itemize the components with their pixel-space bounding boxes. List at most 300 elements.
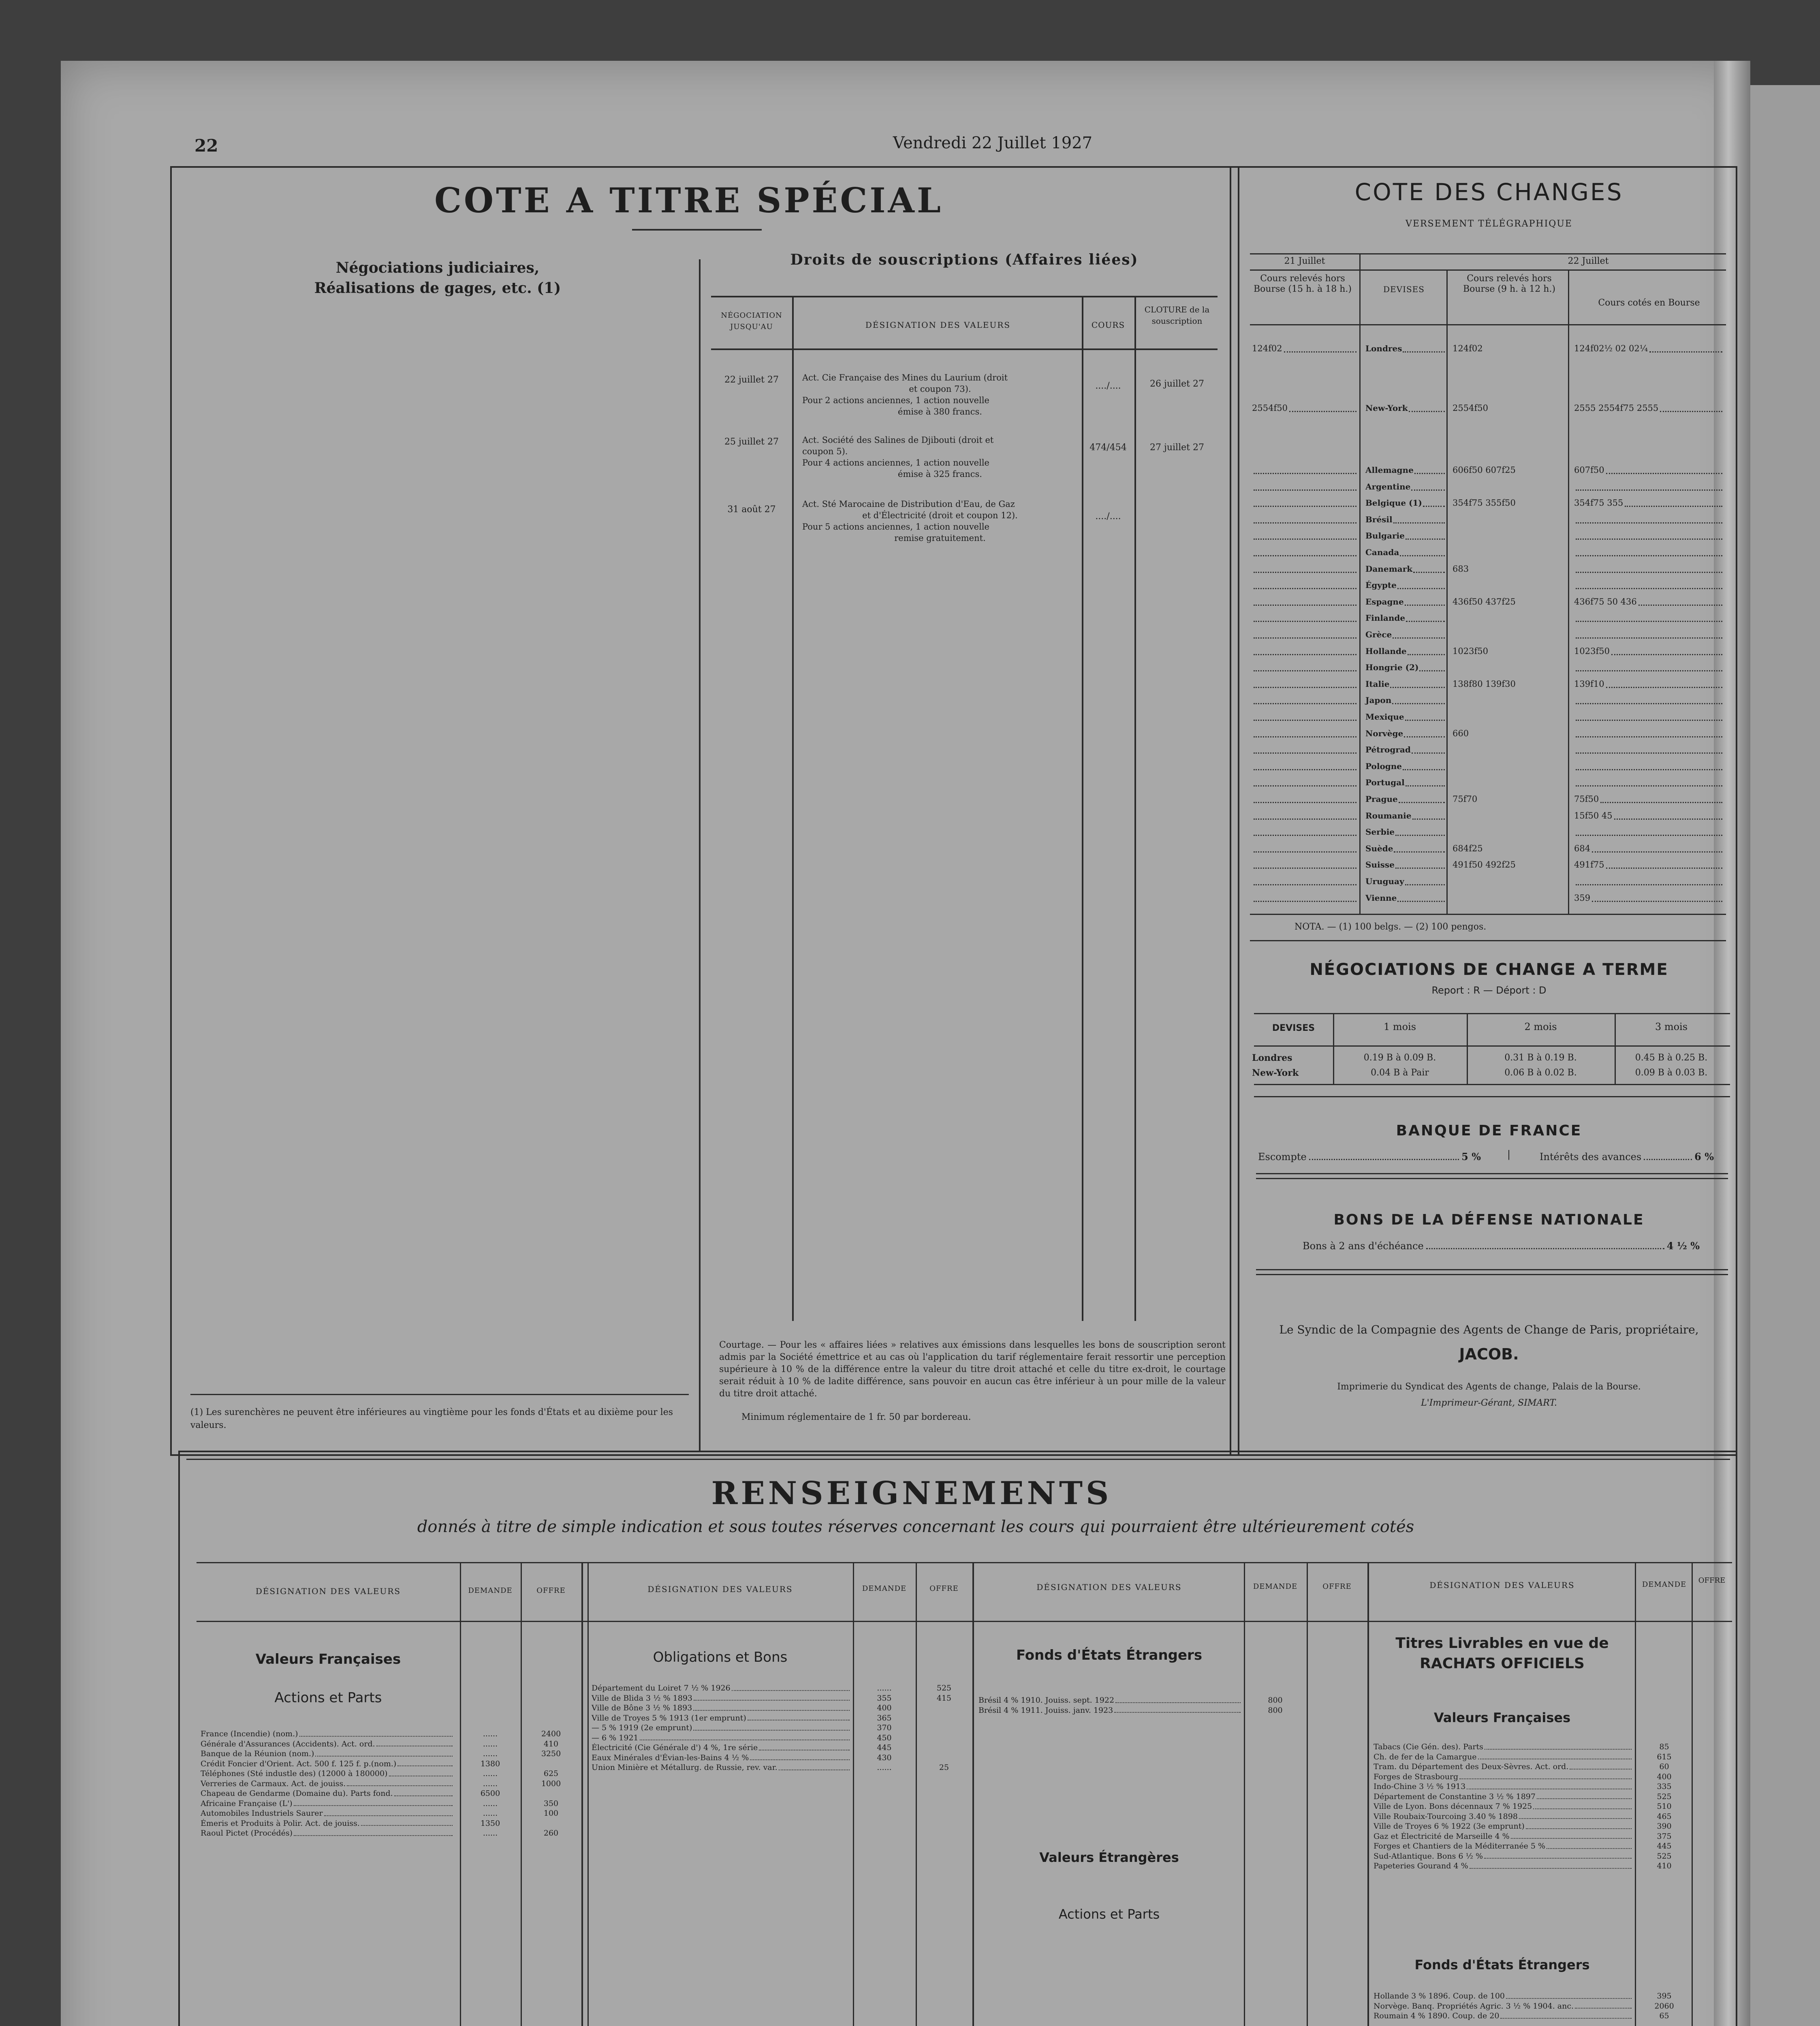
row-name: Roumain 4 % 1890. Coup. de 20 [1374, 2011, 1633, 2022]
rens-col-line-strong [1367, 1562, 1369, 2026]
row-demande: 430 [877, 1753, 892, 1762]
changes-row-devise: Vienne [1365, 893, 1446, 905]
col4-heading-1: Titres Livrables en vue de [1395, 1635, 1609, 1652]
row-name: Eaux Minérales d'Évian-les-Bains 4 ½ % [592, 1753, 851, 1763]
changes-row-devise: Japon [1365, 695, 1446, 707]
title-underline [632, 229, 762, 231]
rens-col-designation: DÉSIGNATION DES VALEURS [647, 1584, 793, 1594]
changes-row-devise: Grèce [1365, 630, 1446, 642]
row-name: Papeteries Gourand 4 % [1374, 1861, 1633, 1872]
cote-changes-subtitle: VERSEMENT TÉLÉGRAPHIQUE [1406, 219, 1572, 229]
row-demande: ...... [483, 1769, 498, 1778]
row-demande: 355 [877, 1693, 892, 1703]
changes-row-devise: Pétrograd [1365, 745, 1446, 757]
row-demande: ...... [483, 1749, 498, 1758]
renseignements-subtitle: donnés à titre de simple indication et sous toutes réserves concernant les cours qui pourraient être ultérieurement cotés [417, 1517, 1414, 1536]
droits-row-cours: ..../.... [1095, 511, 1121, 521]
changes-row-prev [1252, 613, 1358, 625]
droits-header-top [711, 296, 1218, 297]
changes-row-bourse [1574, 613, 1724, 625]
changes-row-bourse: 75f50 [1574, 794, 1724, 806]
col1-heading: Valeurs Françaises [255, 1651, 401, 1667]
changes-row-bourse [1574, 547, 1724, 560]
changes-row-prev [1252, 679, 1358, 691]
changes-bottom-rule [1250, 914, 1726, 915]
row-name: Ville de Lyon. Bons décennaux 7 % 1925 [1374, 1802, 1633, 1812]
terme-bottom-rule [1254, 1084, 1730, 1085]
row-demande: ...... [877, 1684, 892, 1693]
rens-col-line [853, 1562, 854, 2026]
row-name: Chapeau de Gendarme (Domaine du). Parts fond. [201, 1789, 454, 1799]
changes-row-bourse: 354f75 355 [1574, 498, 1724, 510]
adjacent-page [1750, 85, 1820, 2026]
terme-row-3m: 0.45 B à 0.25 B. [1635, 1053, 1708, 1063]
rens-col-designation: DÉSIGNATION DES VALEURS [1036, 1582, 1182, 1592]
changes-row-devise: Bulgarie [1365, 531, 1446, 543]
changes-row-prev [1252, 547, 1358, 560]
row-name: Brésil 4 % 1911. Jouiss. janv. 1923 [978, 1706, 1242, 1716]
row-offre: 525 [936, 1684, 952, 1693]
changes-row-bourse: 684 [1574, 844, 1724, 856]
banque-rule [1256, 1173, 1728, 1174]
changes-row-bourse [1574, 564, 1724, 576]
rens-col-line-strong [972, 1562, 974, 2026]
changes-row-devise: Suède [1365, 844, 1446, 856]
row-demande: 800 [1268, 1696, 1283, 1705]
row-demande: 410 [1657, 1861, 1672, 1870]
row-name: Africaine Française (L') [201, 1799, 454, 1809]
row-offre: 415 [936, 1693, 952, 1703]
terme-row-3m: 0.09 B à 0.03 B. [1635, 1068, 1708, 1078]
changes-col-left: Cours relevés hors Bourse (15 h. à 18 h.) [1254, 274, 1352, 294]
changes-row-prev [1252, 465, 1358, 477]
col3-heading: Fonds d'États Étrangers [1016, 1647, 1203, 1663]
row-demande: 800 [1268, 1705, 1283, 1715]
changes-row-prev [1252, 778, 1358, 790]
terme-header-rule [1254, 1045, 1730, 1047]
row-name: Raoul Pictet (Procédés) [201, 1829, 454, 1839]
changes-row-prev [1252, 498, 1358, 510]
row-demande: 65 [1659, 2011, 1669, 2020]
minimum-note: Minimum réglementaire de 1 fr. 50 par bordereau. [741, 1412, 971, 1422]
escompte-value: 5 % [1461, 1151, 1481, 1163]
row-name: Brésil 4 % 1910. Jouiss. sept. 1922 [978, 1696, 1242, 1706]
changes-row-devise: Argentine [1365, 482, 1446, 494]
negociations-title-1: Négociations judiciaires, [335, 259, 540, 276]
cote-changes-title: COTE DES CHANGES [1354, 178, 1623, 206]
row-name: Gaz et Électricité de Marseille 4 % [1374, 1832, 1633, 1842]
changes-row-bourse: 1023f50 [1574, 646, 1724, 658]
droits-col-designation: DÉSIGNATION DES VALEURS [865, 320, 1011, 330]
row-name: Ch. de fer de la Camargue [1374, 1752, 1633, 1763]
rens-col-offre: OFFRE [1322, 1582, 1352, 1591]
changes-row-devise: Italie [1365, 679, 1446, 691]
row-name: Forges et Chantiers de la Méditerranée 5 % [1374, 1842, 1633, 1852]
changes-row-bourse [1574, 778, 1724, 790]
droits-col-divider-2 [1082, 296, 1083, 1321]
banque-rule-2 [1256, 1178, 1728, 1179]
changes-row-devise: Prague [1365, 794, 1446, 806]
row-name: Émeris et Produits à Polir. Act. de jouiss. [201, 1819, 454, 1829]
changes-row-hors: 683 [1453, 564, 1469, 574]
changes-row-devise: Serbie [1365, 827, 1446, 839]
row-name: Crédit Foncier d'Orient. Act. 500 f. 125 f. p.(nom.) [201, 1759, 454, 1770]
row-demande: 445 [1657, 1842, 1672, 1851]
rens-col-demande: DEMANDE [468, 1586, 513, 1595]
rens-col-line-strong [581, 1562, 583, 2026]
changes-row-bourse [1574, 630, 1724, 642]
row-demande: 615 [1657, 1752, 1672, 1761]
row-name: Sud-Atlantique. Bons 6 ½ % [1374, 1852, 1633, 1862]
row-name: Ville de Troyes 6 % 1922 (3e emprunt) [1374, 1822, 1633, 1832]
terme-row-2m: 0.06 B à 0.02 B. [1504, 1068, 1577, 1078]
changes-row-hors: 1023f50 [1453, 646, 1488, 656]
changes-row-hors: 491f50 492f25 [1453, 860, 1516, 870]
page-date: Vendredi 22 Juillet 1927 [893, 134, 1093, 152]
changes-row-prev [1252, 811, 1358, 823]
row-name: Verreries de Carmaux. Act. de jouiss. [201, 1779, 454, 1789]
changes-col-mid: Cours relevés hors Bourse (9 h. à 12 h.) [1463, 274, 1555, 294]
rens-col-line [1635, 1562, 1636, 2026]
row-demande: 60 [1659, 1762, 1669, 1771]
row-demande: ...... [483, 1739, 498, 1748]
row-demande: 365 [877, 1713, 892, 1723]
col4-subheading: Valeurs Françaises [1433, 1710, 1571, 1725]
changes-row-prev [1252, 515, 1358, 527]
changes-row-bourse [1574, 515, 1724, 527]
imprimerie-line: Imprimerie du Syndicat des Agents de change, Palais de la Bourse. [1337, 1382, 1641, 1392]
row-name: Ville Roubaix-Tourcoing 3.40 % 1898 [1374, 1812, 1633, 1822]
row-demande: 525 [1657, 1851, 1672, 1861]
changes-row-bourse [1574, 827, 1724, 839]
row-offre: 625 [543, 1769, 559, 1778]
gerant-line: L'Imprimeur-Gérant, SIMART. [1421, 1398, 1557, 1408]
changes-col-divider-1 [1359, 253, 1361, 914]
changes-row-bourse [1574, 712, 1724, 724]
changes-row-bourse: 359 [1574, 893, 1724, 905]
row-demande: 85 [1659, 1742, 1669, 1751]
rens-header-bottom [197, 1621, 1732, 1622]
changes-row-devise: Portugal [1365, 778, 1446, 790]
changes-row-prev [1252, 646, 1358, 658]
droits-row-designation: Act. Société des Salines de Djibouti (droit et coupon 5). Pour 4 actions anciennes, 1 action nouvelle émise à 325 francs. [802, 435, 994, 479]
row-name: Département du Loiret 7 ½ % 1926 [592, 1684, 851, 1694]
row-offre: 2400 [541, 1729, 561, 1738]
changes-row-prev [1252, 580, 1358, 592]
changes-row-bourse [1574, 663, 1724, 675]
row-demande: 400 [1657, 1772, 1672, 1781]
changes-row-devise: Hollande [1365, 646, 1446, 658]
droits-col-negociation: NÉGOCIATION JUSQU'AU [721, 311, 782, 331]
changes-row-devise: Pologne [1365, 761, 1446, 774]
rens-col-demande: DEMANDE [1642, 1580, 1687, 1589]
changes-row-bourse [1574, 761, 1724, 774]
droits-row-cours: ..../.... [1095, 381, 1121, 391]
col2-heading: Obligations et Bons [653, 1649, 788, 1665]
changes-row-bourse: 607f50 [1574, 465, 1724, 477]
row-name: Téléphones (Sté industle des) (12000 à 180000) [201, 1769, 454, 1779]
changes-row-hors: 2554f50 [1453, 403, 1488, 413]
changes-row-prev: 2554f50 [1252, 403, 1358, 415]
changes-row-bourse: 124f02½ 02 02¼ [1574, 344, 1724, 356]
terme-row-1m: 0.04 B à Pair [1371, 1068, 1429, 1078]
rens-col-line [916, 1562, 917, 2026]
rens-col-demande: DEMANDE [1253, 1582, 1298, 1591]
terme-row-1m: 0.19 B à 0.09 B. [1363, 1053, 1436, 1063]
changes-date-left: 21 Juillet [1284, 256, 1325, 266]
row-demande: ...... [483, 1799, 498, 1808]
row-demande: 375 [1657, 1832, 1672, 1841]
nota-rule [1250, 940, 1726, 941]
change-terme-title: NÉGOCIATIONS DE CHANGE A TERME [1309, 960, 1668, 979]
row-demande: ...... [483, 1729, 498, 1738]
terme-row-devise: New-York [1252, 1068, 1299, 1078]
row-name: Générale d'Assurances (Accidents). Act. ord. [201, 1740, 454, 1750]
col3-heading2: Valeurs Étrangères [1039, 1850, 1179, 1865]
terme-col-1-mois: 1 mois [1383, 1021, 1416, 1032]
left-column-divider [699, 259, 701, 1451]
rens-col-offre: OFFRE [536, 1586, 566, 1595]
changes-row-prev [1252, 876, 1358, 889]
upper-divider [1230, 166, 1231, 1455]
row-name: Ville de Troyes 5 % 1913 (1er emprunt) [592, 1714, 851, 1724]
row-demande: 445 [877, 1743, 892, 1752]
row-demande: 370 [877, 1723, 892, 1732]
changes-header-rule [1250, 324, 1726, 325]
changes-row-hors: 75f70 [1453, 794, 1478, 804]
col4-heading3: Fonds d'États Étrangers [1414, 1957, 1590, 1973]
changes-row-bourse [1574, 531, 1724, 543]
rens-header-top [197, 1562, 1732, 1563]
footnote: (1) Les surenchères ne peuvent être inférieures au vingtième pour les fonds d'États et au dixième pour les valeurs. [190, 1407, 673, 1430]
changes-row-prev [1252, 482, 1358, 494]
cote-titre-special-title: COTE A TITRE SPÉCIAL [434, 180, 943, 220]
droits-col-cours: COURS [1091, 320, 1125, 330]
changes-row-devise: Hongrie (2) [1365, 663, 1446, 675]
row-name: Indo-Chine 3 ½ % 1913 [1374, 1782, 1633, 1792]
avances-label: Intérêts des avances [1540, 1151, 1642, 1163]
changes-row-hors: 354f75 355f50 [1453, 498, 1516, 508]
changes-row-bourse [1574, 580, 1724, 592]
bons-label: Bons à 2 ans d'échéance [1303, 1240, 1424, 1252]
changes-row-bourse: 15f50 45 [1574, 811, 1724, 823]
changes-row-devise: Roumanie [1365, 811, 1446, 823]
rens-col-line [460, 1562, 461, 2026]
terme-top-rule [1254, 1013, 1730, 1014]
changes-row-hors: 436f50 437f25 [1453, 596, 1516, 607]
changes-row-prev [1252, 827, 1358, 839]
changes-row-prev [1252, 564, 1358, 576]
changes-row-devise: Belgique (1) [1365, 498, 1446, 510]
row-name: — 6 % 1921 [592, 1733, 851, 1744]
changes-row-devise: Égypte [1365, 580, 1446, 592]
row-demande: ...... [877, 1763, 892, 1772]
terme-col-2-mois: 2 mois [1524, 1021, 1557, 1032]
rens-col-offre: OFFRE [929, 1584, 959, 1593]
syndic-line: Le Syndic de la Compagnie des Agents de Change de Paris, propriétaire, [1279, 1323, 1699, 1336]
changes-row-bourse [1574, 876, 1724, 889]
bons-rule [1256, 1269, 1728, 1270]
syndic-name: JACOB. [1459, 1345, 1519, 1363]
changes-row-prev [1252, 663, 1358, 675]
escompte-label: Escompte [1258, 1151, 1307, 1163]
row-demande: 1380 [480, 1759, 500, 1768]
rens-col-line [1244, 1562, 1245, 2026]
changes-row-devise: Danemark [1365, 564, 1446, 576]
changes-row-prev [1252, 712, 1358, 724]
changes-row-hors: 684f25 [1453, 843, 1483, 853]
changes-row-bourse [1574, 695, 1724, 707]
row-demande: 6500 [480, 1789, 500, 1798]
row-demande: 450 [877, 1733, 892, 1742]
row-demande: 400 [877, 1703, 892, 1712]
row-name: Norvège. Banq. Propriétés Agric. 3 ½ % 1904. anc. [1374, 2002, 1633, 2012]
changes-row-bourse: 2555 2554f75 2555 [1574, 403, 1724, 415]
changes-date-right: 22 Juillet [1568, 256, 1609, 266]
change-terme-subtitle: Report : R — Déport : D [1431, 985, 1547, 996]
row-offre: 100 [543, 1809, 559, 1818]
row-demande: 2060 [1654, 2001, 1674, 2011]
droits-row-designation: Act. Sté Marocaine de Distribution d'Eau, de Gaz et d'Électricité (droit et coupon 12). Pour 5 actions anciennes, 1 action nouvelle remise gratuitement. [802, 499, 1018, 543]
avances-value: 6 % [1694, 1151, 1714, 1163]
changes-row-prev [1252, 745, 1358, 757]
changes-col-divider-3 [1568, 269, 1569, 914]
renseignements-inner-rule [186, 1459, 1730, 1460]
droits-row-date: 22 juillet 27 [724, 375, 779, 385]
col4-heading-2: RACHATS OFFICIELS [1420, 1655, 1585, 1672]
row-offre: 3250 [541, 1749, 561, 1758]
changes-row-prev [1252, 729, 1358, 741]
terme-col-divider [1467, 1013, 1468, 1085]
changes-row-hors: 660 [1453, 728, 1469, 738]
changes-row-devise: Espagne [1365, 597, 1446, 609]
row-name: Banque de la Réunion (nom.) [201, 1749, 454, 1759]
changes-row-bourse [1574, 745, 1724, 757]
changes-row-devise: Allemagne [1365, 465, 1446, 477]
row-name: Électricité (Cie Générale d') 4 %, 1re série [592, 1743, 851, 1753]
col1-subheading: Actions et Parts [274, 1690, 382, 1706]
upper-frame [170, 166, 1737, 1456]
row-offre: 260 [543, 1829, 559, 1838]
droits-row-designation: Act. Cie Française des Mines du Laurium (droit et coupon 73). Pour 2 actions anciennes, 1 action nouvelle émise à 380 francs. [802, 373, 1008, 417]
changes-row-prev: 124f02 [1252, 344, 1358, 356]
bons-defense-title: BONS DE LA DÉFENSE NATIONALE [1333, 1212, 1645, 1228]
changes-nota: NOTA. — (1) 100 belgs. — (2) 100 pengos. [1295, 922, 1487, 932]
changes-row-prev [1252, 893, 1358, 905]
row-name: Ville de Blida 3 ½ % 1893 [592, 1694, 851, 1704]
courtage-note: Courtage. — Pour les « affaires liées » relatives aux émissions dans lesquelles les bons de souscription seront admis par la Société émettrice et au cas où l'application du tarif réglementaire ferait ressortir une perception supérieure à 10 % de la différence entre la valeur du titre droit attaché et celle du titre ex-droit, le courtage serait réduit à 10 % de ladite différence, sans pouvoir en aucun cas être inférieur à un pour mille de la valeur du titre droit attaché. [719, 1340, 1226, 1399]
droits-col-divider-1 [792, 296, 794, 1321]
changes-row-hors: 606f50 607f25 [1453, 465, 1516, 475]
row-name: Ville de Bône 3 ½ % 1893 [592, 1703, 851, 1714]
changes-row-prev [1252, 844, 1358, 856]
row-demande: 465 [1657, 1812, 1672, 1821]
upper-divider-2 [1238, 166, 1239, 1455]
row-name: Automobiles Industriels Saurer [201, 1809, 454, 1819]
row-name: Hollande 3 % 1896. Coup. de 100 [1374, 1992, 1633, 2002]
droits-header-bottom [711, 348, 1218, 350]
escompte-row [1258, 1149, 1481, 1165]
droits-col-cloture: CLOTURE de la souscription [1144, 305, 1210, 326]
changes-row-devise: Mexique [1365, 712, 1446, 724]
row-demande: 525 [1657, 1792, 1672, 1801]
banque-france-title: BANQUE DE FRANCE [1396, 1122, 1582, 1139]
rens-col-offre: OFFRE [1698, 1576, 1726, 1585]
row-demande: 390 [1657, 1822, 1672, 1831]
rens-col-designation: DÉSIGNATION DES VALEURS [255, 1586, 401, 1596]
banque-separator: | [1507, 1149, 1511, 1160]
terme-col-divider [1333, 1013, 1334, 1085]
renseignements-title: RENSEIGNEMENTS [711, 1475, 1112, 1512]
row-offre: 1000 [541, 1779, 561, 1788]
row-demande: 395 [1657, 1992, 1672, 2000]
changes-row-devise: Canada [1365, 547, 1446, 560]
changes-row-devise: Brésil [1365, 515, 1446, 527]
row-offre: 25 [939, 1763, 949, 1772]
bons-value: 4 ½ % [1666, 1240, 1700, 1252]
droits-row-cours: 474/454 [1089, 442, 1127, 453]
negociations-title-2: Réalisations de gages, etc. (1) [314, 280, 561, 297]
footnote-rule [190, 1394, 689, 1395]
changes-row-devise: Uruguay [1365, 876, 1446, 889]
row-demande: 510 [1657, 1802, 1672, 1811]
rens-col-demande: DEMANDE [862, 1584, 907, 1593]
row-name: — 5 % 1919 (2e emprunt) [592, 1723, 851, 1733]
changes-row-bourse [1574, 729, 1724, 741]
bons-row [1303, 1238, 1700, 1254]
changes-row-bourse: 491f75 [1574, 860, 1724, 872]
changes-row-prev [1252, 597, 1358, 609]
changes-row-prev [1252, 531, 1358, 543]
droits-col-divider-3 [1134, 296, 1136, 1321]
terme-row-devise: Londres [1252, 1053, 1292, 1063]
changes-row-prev [1252, 761, 1358, 774]
rens-col-line [521, 1562, 522, 2026]
bons-rule-2 [1256, 1274, 1728, 1275]
droits-title: Droits de souscriptions (Affaires liées) [790, 251, 1139, 268]
changes-row-devise: Norvège [1365, 729, 1446, 741]
rens-col-designation: DÉSIGNATION DES VALEURS [1429, 1580, 1575, 1590]
changes-col-devises: DEVISES [1383, 284, 1425, 294]
avances-row [1540, 1149, 1714, 1165]
droits-row-date: 25 juillet 27 [724, 437, 779, 447]
changes-row-bourse: 436f75 50 436 [1574, 597, 1724, 609]
changes-col-divider-2 [1446, 269, 1448, 914]
changes-row-bourse [1574, 482, 1724, 494]
row-name: Union Minière et Métallurg. de Russie, rev. var. [592, 1763, 851, 1773]
terme-col-3-mois: 3 mois [1655, 1021, 1688, 1032]
changes-row-devise: Suisse [1365, 860, 1446, 872]
row-demande: ...... [483, 1779, 498, 1788]
terme-col-devises: DEVISES [1272, 1023, 1315, 1033]
row-name: France (Incendie) (nom.) [201, 1729, 454, 1740]
droits-row-cloture: 26 juillet 27 [1150, 379, 1204, 389]
rens-col-line [587, 1562, 589, 2026]
page-number: 22 [194, 136, 218, 156]
changes-col-right: Cours cotés en Bourse [1598, 298, 1700, 308]
row-name: Département de Constantine 3 ½ % 1897 [1374, 1792, 1633, 1802]
row-name: Tram. du Département des Deux-Sèvres. Act. ord. [1374, 1762, 1633, 1772]
changes-row-devise: Londres [1365, 344, 1446, 356]
row-demande: 335 [1657, 1782, 1672, 1791]
terme-row-2m: 0.31 B à 0.19 B. [1504, 1053, 1577, 1063]
rens-col-line [1692, 1562, 1693, 2026]
droits-row-cloture: 27 juillet 27 [1150, 442, 1204, 453]
row-name: Tabacs (Cie Gén. des). Parts [1374, 1742, 1633, 1752]
changes-row-hors: 124f02 [1453, 344, 1483, 353]
changes-row-prev [1252, 695, 1358, 707]
changes-row-prev [1252, 794, 1358, 806]
